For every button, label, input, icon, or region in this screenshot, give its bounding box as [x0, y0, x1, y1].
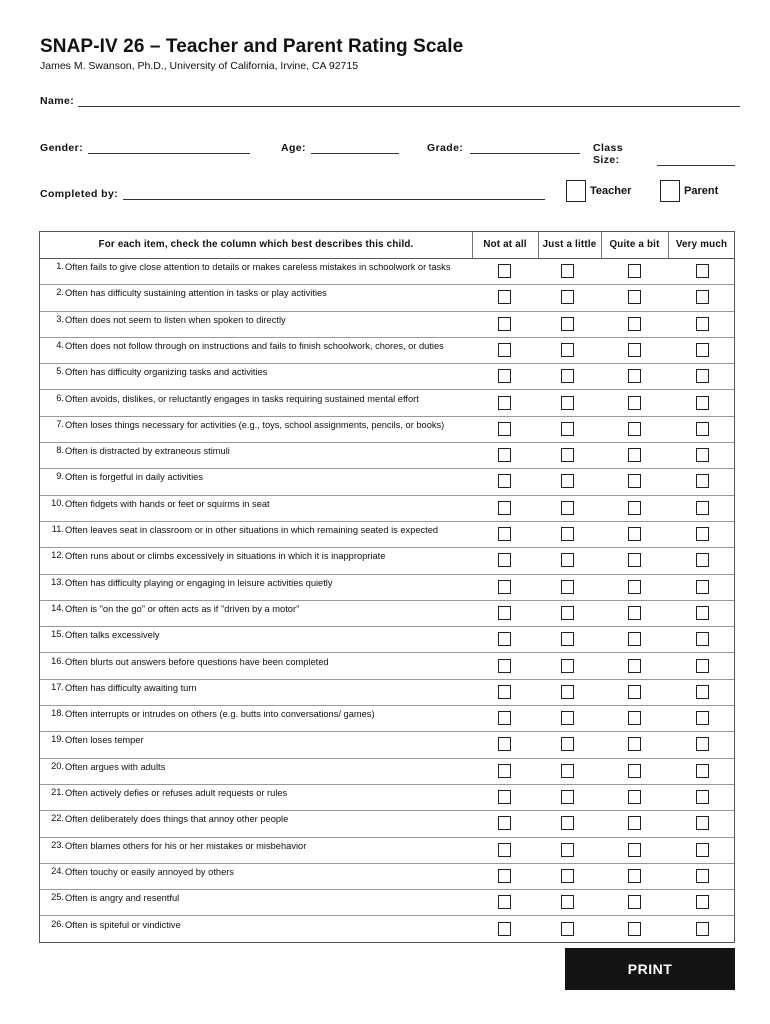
- item-number: 23.: [51, 839, 64, 850]
- checkbox-very-much[interactable]: [696, 369, 709, 383]
- checkbox-just-a-little[interactable]: [561, 632, 574, 646]
- item-number: 11.: [51, 524, 64, 534]
- checkbox-just-a-little[interactable]: [561, 737, 574, 751]
- checkbox-quite-a-bit[interactable]: [628, 737, 641, 751]
- checkbox-just-a-little[interactable]: [561, 474, 574, 488]
- name-field[interactable]: [78, 97, 740, 107]
- column-divider: [668, 232, 669, 258]
- item-number: 26.: [51, 918, 64, 929]
- checkbox-very-much[interactable]: [696, 843, 709, 857]
- author-line: James M. Swanson, Ph.D., University of California, Irvine, CA 92715: [40, 60, 359, 72]
- item-text: Often is angry and resentful: [65, 893, 180, 904]
- item-number: 6.: [56, 392, 64, 403]
- table-row: [40, 731, 734, 758]
- checkbox-quite-a-bit[interactable]: [628, 843, 641, 857]
- checkbox-very-much[interactable]: [696, 290, 709, 304]
- checkbox-quite-a-bit[interactable]: [628, 922, 641, 936]
- item-text: Often is distracted by extraneous stimuli: [65, 446, 230, 457]
- table-row: [40, 468, 734, 495]
- checkbox-very-much[interactable]: [696, 448, 709, 462]
- table-row: [40, 574, 734, 601]
- completed-by-row: [40, 188, 545, 200]
- checkbox-not-at-all[interactable]: [498, 580, 511, 594]
- checkbox-quite-a-bit[interactable]: [628, 606, 641, 620]
- table-row: [40, 284, 734, 311]
- checkbox-very-much[interactable]: [696, 895, 709, 909]
- item-text: Often actively defies or refuses adult requests or rules: [65, 788, 288, 798]
- grade-field[interactable]: [470, 144, 580, 154]
- checkbox-quite-a-bit[interactable]: [628, 711, 641, 725]
- gender-label: Gender:: [40, 142, 84, 154]
- checkbox-just-a-little[interactable]: [561, 816, 574, 830]
- item-text: Often has difficulty awaiting turn: [65, 682, 197, 693]
- checkbox-very-much[interactable]: [696, 343, 709, 357]
- checkbox-quite-a-bit[interactable]: [628, 895, 641, 909]
- checkbox-not-at-all[interactable]: [498, 501, 511, 515]
- checkbox-just-a-little[interactable]: [561, 711, 574, 725]
- checkbox-just-a-little[interactable]: [561, 685, 574, 699]
- checkbox-just-a-little[interactable]: [561, 317, 574, 331]
- item-number: 24.: [51, 865, 64, 876]
- checkbox-just-a-little[interactable]: [561, 843, 574, 857]
- checkbox-just-a-little[interactable]: [561, 895, 574, 909]
- checkbox-quite-a-bit[interactable]: [628, 501, 641, 515]
- checkbox-not-at-all[interactable]: [498, 317, 511, 331]
- checkbox-very-much[interactable]: [696, 606, 709, 620]
- item-number: 25.: [51, 892, 64, 903]
- checkbox-just-a-little[interactable]: [561, 264, 574, 278]
- item-text: Often loses temper: [65, 735, 144, 746]
- item-text: Often argues with adults: [65, 761, 166, 772]
- checkbox-quite-a-bit[interactable]: [628, 317, 641, 331]
- class-size-label: Class Size:: [593, 142, 624, 166]
- checkbox-just-a-little[interactable]: [561, 422, 574, 436]
- checkbox-quite-a-bit[interactable]: [628, 422, 641, 436]
- checkbox-very-much[interactable]: [696, 264, 709, 278]
- checkbox-just-a-little[interactable]: [561, 922, 574, 936]
- table-row: [40, 758, 734, 785]
- table-row: [40, 311, 734, 338]
- item-number: 3.: [56, 313, 64, 324]
- checkbox-not-at-all[interactable]: [498, 843, 511, 857]
- checkbox-not-at-all[interactable]: [498, 922, 511, 936]
- checkbox-quite-a-bit[interactable]: [628, 685, 641, 699]
- age-label: Age:: [281, 142, 306, 154]
- checkbox-not-at-all[interactable]: [498, 290, 511, 304]
- item-text: Often does not seem to listen when spoken to directly: [65, 314, 286, 325]
- checkbox-quite-a-bit[interactable]: [628, 869, 641, 883]
- checkbox-quite-a-bit[interactable]: [628, 580, 641, 594]
- item-text: Often is spiteful or vindictive: [65, 919, 181, 930]
- checkbox-not-at-all[interactable]: [498, 895, 511, 909]
- checkbox-very-much[interactable]: [696, 764, 709, 778]
- table-row: [40, 837, 734, 864]
- table-row: [40, 547, 734, 574]
- checkbox-just-a-little[interactable]: [561, 580, 574, 594]
- completed-by-field[interactable]: [123, 190, 545, 200]
- checkbox-quite-a-bit[interactable]: [628, 448, 641, 462]
- checkbox-very-much[interactable]: [696, 869, 709, 883]
- parent-checkbox[interactable]: [660, 180, 680, 202]
- checkbox-just-a-little[interactable]: [561, 790, 574, 804]
- table-row: [40, 679, 734, 706]
- checkbox-very-much[interactable]: [696, 396, 709, 410]
- table-row: [40, 495, 734, 522]
- grade-label: Grade:: [427, 142, 464, 154]
- item-text: Often has difficulty organizing tasks and activities: [65, 367, 268, 378]
- checkbox-quite-a-bit[interactable]: [628, 264, 641, 278]
- item-text: Often loses things necessary for activities (e.g., toys, school assignments, pencils, or books): [65, 419, 445, 430]
- parent-label: Parent: [684, 185, 719, 197]
- item-number: 1.: [56, 261, 64, 271]
- checkbox-just-a-little[interactable]: [561, 448, 574, 462]
- checkbox-just-a-little[interactable]: [561, 659, 574, 673]
- item-text: Often has difficulty playing or engaging in leisure activities quietly: [65, 577, 333, 588]
- table-row: [40, 863, 734, 890]
- item-text: Often fidgets with hands or feet or squirms in seat: [65, 498, 270, 509]
- checkbox-just-a-little[interactable]: [561, 869, 574, 883]
- checkbox-quite-a-bit[interactable]: [628, 632, 641, 646]
- checkbox-quite-a-bit[interactable]: [628, 343, 641, 357]
- item-number: 2.: [56, 287, 64, 298]
- column-header-just-a-little: Just a little: [542, 239, 597, 250]
- checkbox-quite-a-bit[interactable]: [628, 396, 641, 410]
- instruction-header: For each item, check the column which best describes this child.: [98, 239, 414, 250]
- checkbox-just-a-little[interactable]: [561, 501, 574, 515]
- checkbox-quite-a-bit[interactable]: [628, 369, 641, 383]
- checkbox-very-much[interactable]: [696, 422, 709, 436]
- checkbox-just-a-little[interactable]: [561, 369, 574, 383]
- rating-table: [39, 231, 735, 943]
- checkbox-quite-a-bit[interactable]: [628, 527, 641, 541]
- checkbox-very-much[interactable]: [696, 317, 709, 331]
- table-row: [40, 442, 734, 469]
- item-text: Often leaves seat in classroom or in other situations in which remaining seated is expected: [65, 525, 439, 535]
- item-number: 19.: [51, 734, 64, 745]
- checkbox-not-at-all[interactable]: [498, 422, 511, 436]
- checkbox-not-at-all[interactable]: [498, 869, 511, 883]
- column-divider: [472, 232, 473, 258]
- checkbox-very-much[interactable]: [696, 790, 709, 804]
- item-number: 15.: [51, 629, 64, 640]
- checkbox-very-much[interactable]: [696, 632, 709, 646]
- table-header: [40, 232, 734, 259]
- table-row: [40, 337, 734, 364]
- table-row: [40, 810, 734, 837]
- table-row: [40, 258, 734, 285]
- checkbox-not-at-all[interactable]: [498, 474, 511, 488]
- checkbox-just-a-little[interactable]: [561, 527, 574, 541]
- checkbox-just-a-little[interactable]: [561, 764, 574, 778]
- table-row: [40, 784, 734, 811]
- table-row: [40, 416, 734, 443]
- age-field[interactable]: [311, 144, 399, 154]
- checkbox-very-much[interactable]: [696, 711, 709, 725]
- checkbox-not-at-all[interactable]: [498, 606, 511, 620]
- item-number: 18.: [51, 708, 64, 719]
- item-text: Often interrupts or intrudes on others (e.g. butts into conversations/ games): [65, 709, 375, 720]
- column-header-very-much: Very much: [675, 239, 728, 250]
- teacher-checkbox[interactable]: [566, 180, 586, 202]
- checkbox-just-a-little[interactable]: [561, 396, 574, 410]
- item-number: 22.: [51, 813, 64, 824]
- item-text: Often does not follow through on instructions and fails to finish schoolwork, chores, or duties: [65, 340, 444, 351]
- checkbox-just-a-little[interactable]: [561, 290, 574, 304]
- table-row: [40, 626, 734, 653]
- item-number: 7.: [56, 418, 64, 429]
- checkbox-not-at-all[interactable]: [498, 659, 511, 673]
- item-text: Often is forgetful in daily activities: [65, 472, 203, 483]
- item-text: Often talks excessively: [65, 630, 160, 641]
- checkbox-very-much[interactable]: [696, 737, 709, 751]
- checkbox-very-much[interactable]: [696, 922, 709, 936]
- checkbox-quite-a-bit[interactable]: [628, 474, 641, 488]
- item-text: Often blames others for his or her mistakes or misbehavior: [65, 840, 307, 851]
- checkbox-very-much[interactable]: [696, 501, 709, 515]
- checkbox-very-much[interactable]: [696, 580, 709, 594]
- table-row: [40, 363, 734, 390]
- checkbox-just-a-little[interactable]: [561, 606, 574, 620]
- item-number: 17.: [51, 681, 64, 692]
- checkbox-quite-a-bit[interactable]: [628, 764, 641, 778]
- checkbox-not-at-all[interactable]: [498, 790, 511, 804]
- column-divider: [538, 232, 539, 258]
- checkbox-not-at-all[interactable]: [498, 816, 511, 830]
- checkbox-not-at-all[interactable]: [498, 369, 511, 383]
- checkbox-not-at-all[interactable]: [498, 396, 511, 410]
- item-number: 21.: [51, 787, 64, 797]
- table-row: [40, 916, 734, 942]
- checkbox-not-at-all[interactable]: [498, 553, 511, 567]
- gender-field[interactable]: [88, 144, 250, 154]
- checkbox-very-much[interactable]: [696, 659, 709, 673]
- item-text: Often has difficulty sustaining attention in tasks or play activities: [65, 288, 327, 299]
- page-title: SNAP-IV 26 – Teacher and Parent Rating Scale: [40, 36, 464, 57]
- item-number: 16.: [51, 655, 64, 666]
- teacher-label: Teacher: [590, 185, 632, 197]
- item-text: Often blurts out answers before questions have been completed: [65, 656, 329, 667]
- item-text: Often touchy or easily annoyed by others: [65, 866, 234, 877]
- item-number: 9.: [56, 471, 64, 482]
- column-divider: [601, 232, 602, 258]
- checkbox-not-at-all[interactable]: [498, 264, 511, 278]
- table-row: [40, 390, 734, 417]
- checkbox-very-much[interactable]: [696, 474, 709, 488]
- checkbox-not-at-all[interactable]: [498, 711, 511, 725]
- item-text: Often is "on the go" or often acts as if "driven by a motor": [65, 603, 300, 614]
- table-row: [40, 889, 734, 916]
- item-text: Often runs about or climbs excessively in situations in which it is inappropriate: [65, 551, 386, 562]
- checkbox-very-much[interactable]: [696, 816, 709, 830]
- item-number: 8.: [56, 445, 64, 456]
- column-header-not-at-all: Not at all: [483, 239, 527, 250]
- print-button[interactable]: PRINT: [565, 948, 735, 990]
- checkbox-not-at-all[interactable]: [498, 764, 511, 778]
- checkbox-very-much[interactable]: [696, 685, 709, 699]
- item-number: 12.: [51, 550, 64, 561]
- checkbox-not-at-all[interactable]: [498, 632, 511, 646]
- checkbox-quite-a-bit[interactable]: [628, 553, 641, 567]
- checkbox-quite-a-bit[interactable]: [628, 816, 641, 830]
- table-row: [40, 653, 734, 680]
- item-number: 5.: [56, 366, 64, 377]
- checkbox-very-much[interactable]: [696, 527, 709, 541]
- item-text: Often avoids, dislikes, or reluctantly engages in tasks requiring sustained mental effort: [65, 393, 419, 404]
- checkbox-quite-a-bit[interactable]: [628, 790, 641, 804]
- table-row: [40, 600, 734, 627]
- name-label: Name:: [40, 95, 75, 107]
- column-header-quite-a-bit: Quite a bit: [609, 239, 660, 250]
- checkbox-not-at-all[interactable]: [498, 343, 511, 357]
- item-number: 13.: [51, 576, 64, 587]
- item-text: Often deliberately does things that annoy other people: [65, 814, 289, 825]
- item-number: 10.: [51, 497, 64, 508]
- item-number: 14.: [51, 602, 64, 613]
- name-row: [40, 95, 740, 107]
- teacher-option[interactable]: [566, 180, 631, 202]
- checkbox-not-at-all[interactable]: [498, 737, 511, 751]
- checkbox-not-at-all[interactable]: [498, 527, 511, 541]
- checkbox-not-at-all[interactable]: [498, 448, 511, 462]
- checkbox-quite-a-bit[interactable]: [628, 659, 641, 673]
- table-row: [40, 521, 734, 548]
- checkbox-quite-a-bit[interactable]: [628, 290, 641, 304]
- item-number: 4.: [56, 339, 64, 350]
- checkbox-just-a-little[interactable]: [561, 553, 574, 567]
- item-text: Often fails to give close attention to details or makes careless mistakes in schoolwork or tasks: [65, 262, 451, 272]
- completed-by-label: Completed by:: [40, 188, 119, 200]
- parent-option[interactable]: [660, 180, 718, 202]
- class-size-field[interactable]: [657, 156, 735, 166]
- checkbox-very-much[interactable]: [696, 553, 709, 567]
- info-row: [40, 142, 735, 166]
- table-row: [40, 705, 734, 732]
- checkbox-just-a-little[interactable]: [561, 343, 574, 357]
- item-number: 20.: [51, 760, 64, 771]
- checkbox-not-at-all[interactable]: [498, 685, 511, 699]
